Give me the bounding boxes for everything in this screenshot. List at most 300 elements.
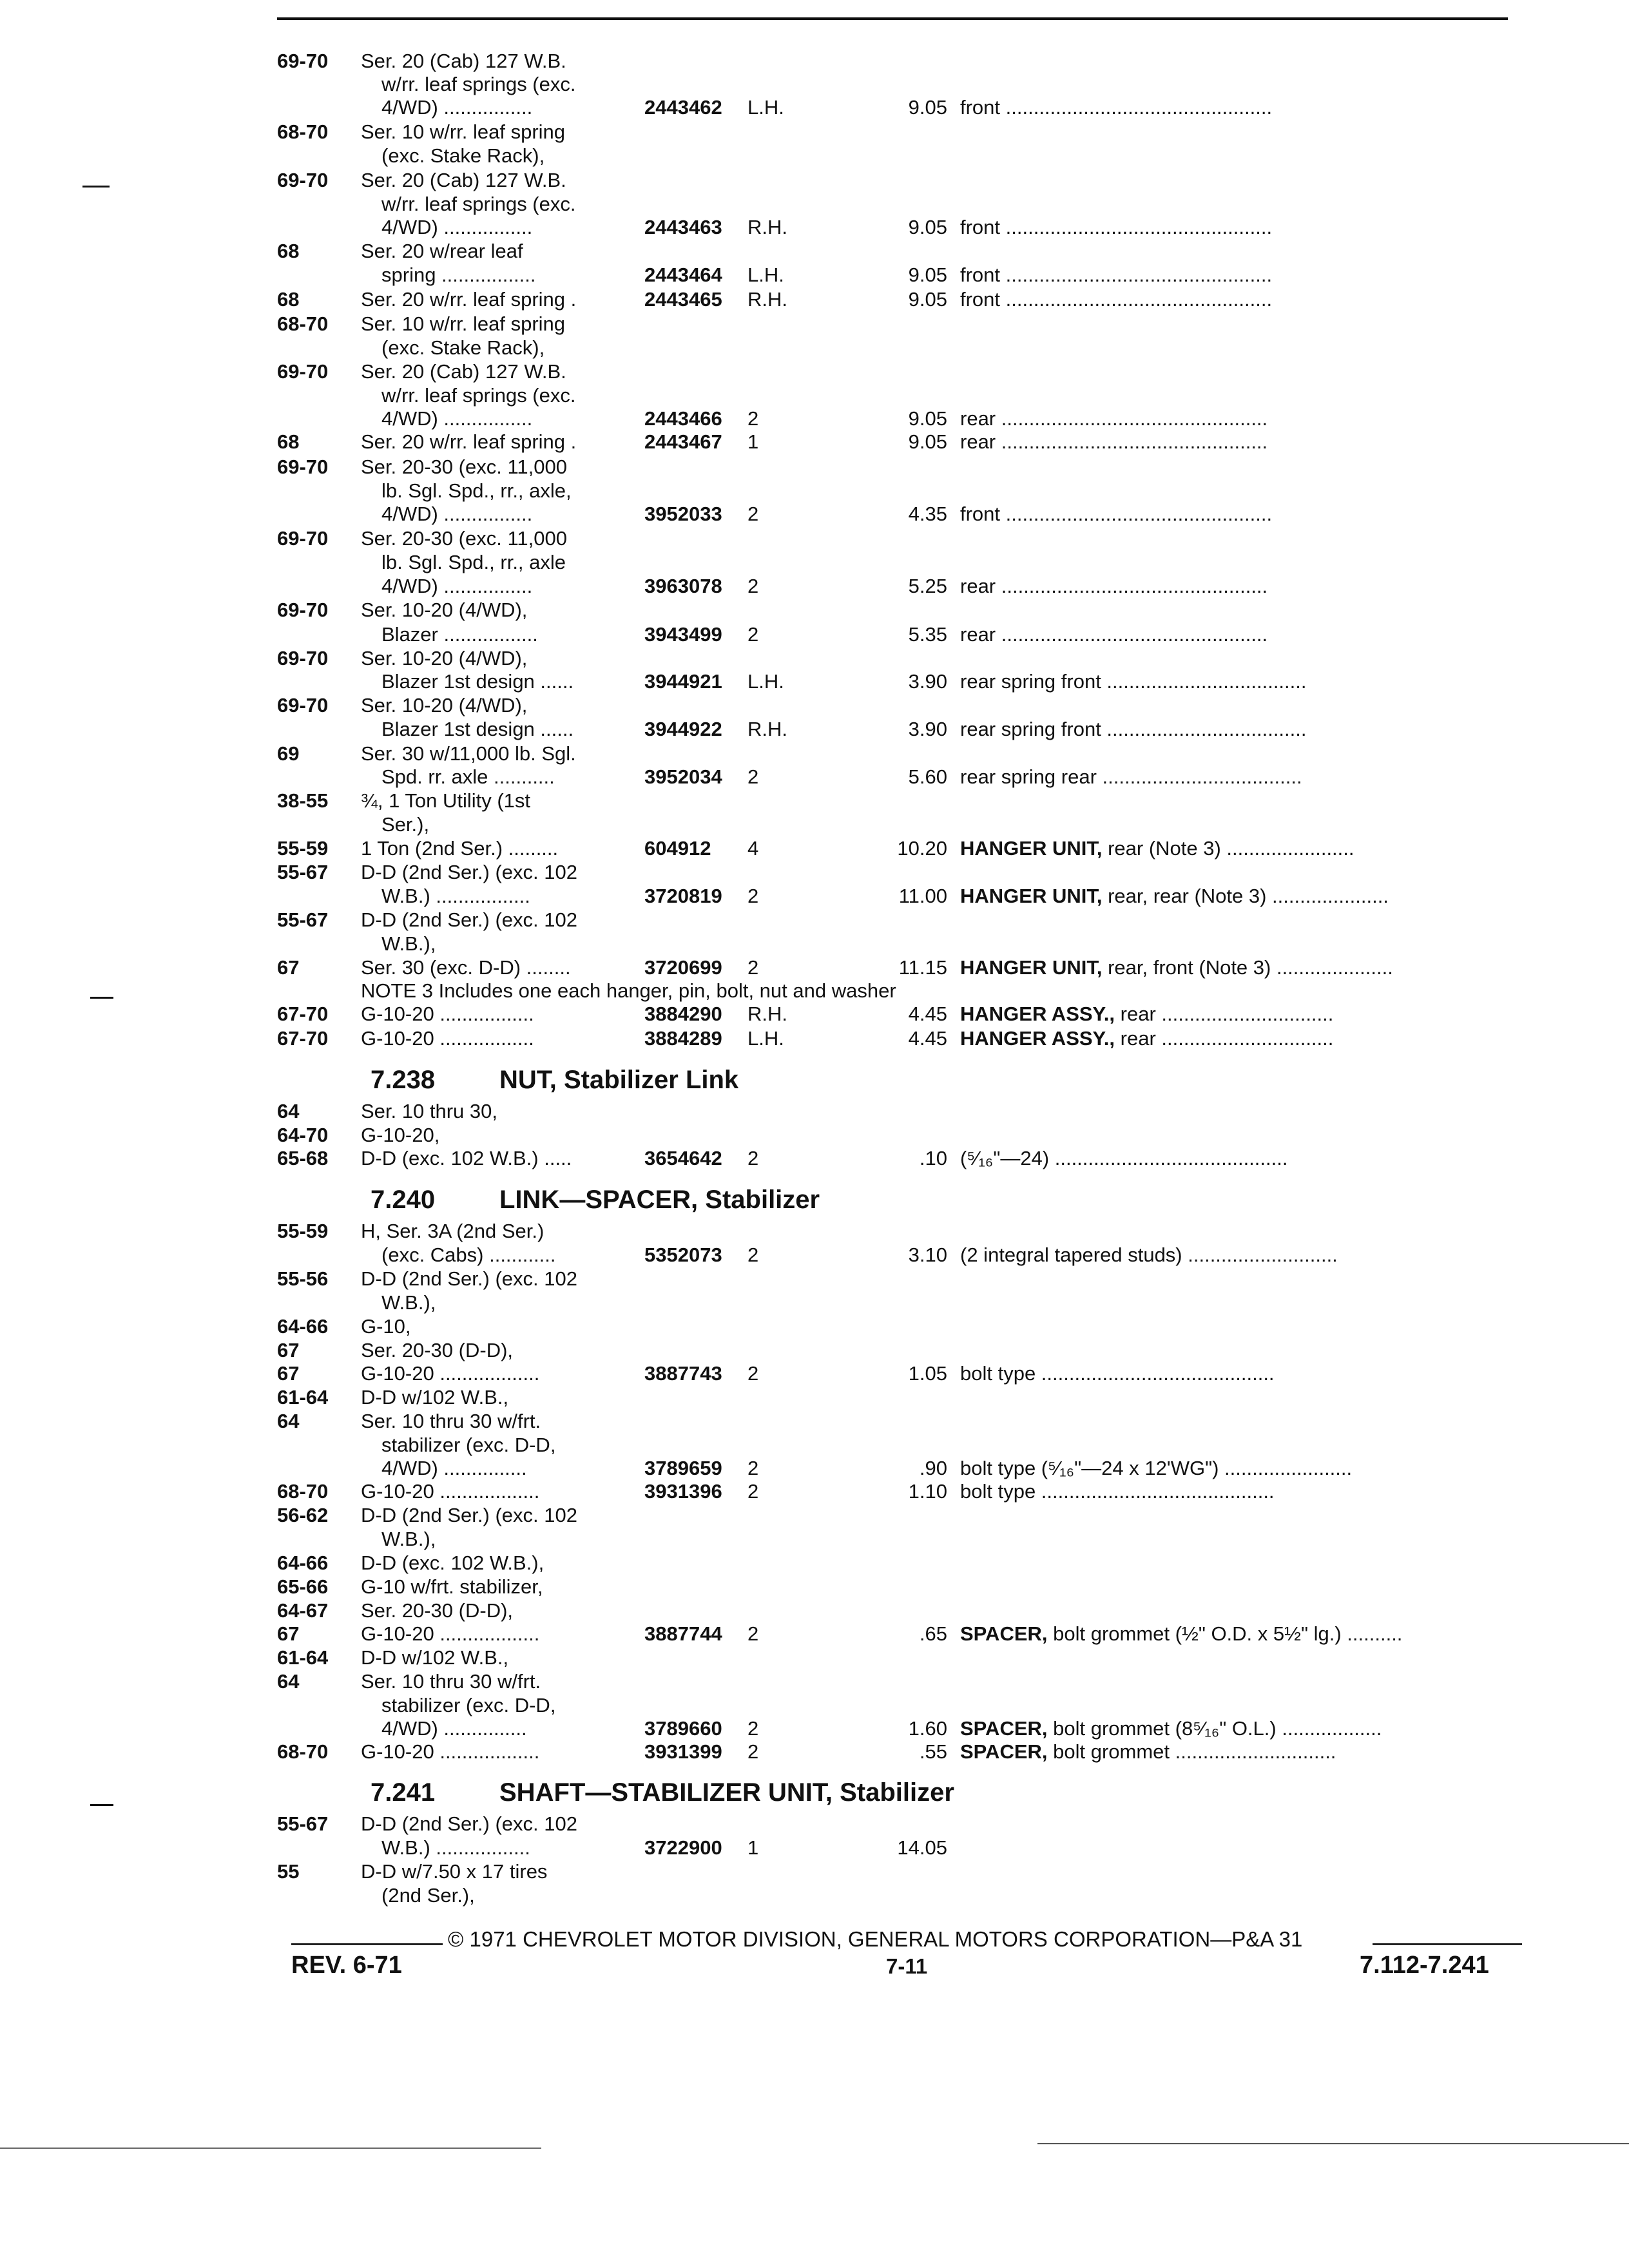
remark <box>960 287 1272 312</box>
model-years: 68 <box>277 288 300 311</box>
parts-row <box>0 429 1629 455</box>
list-price: 3.10 <box>908 1244 947 1266</box>
section-title: LINK—SPACER, Stabilizer <box>499 1186 820 1214</box>
quantity: L.H. <box>747 264 784 286</box>
list-price: 1.05 <box>908 1362 947 1385</box>
application-description: W.B.), <box>381 1528 436 1550</box>
bottom-rule-left <box>0 2148 541 2149</box>
application-description: lb. Sgl. Spd., rr., axle, <box>381 479 572 502</box>
remark <box>960 764 1302 790</box>
model-years: 67 <box>277 956 300 979</box>
part-number: 3887743 <box>644 1362 722 1385</box>
model-years: 67-70 <box>277 1027 329 1050</box>
model-years: 69-70 <box>277 50 329 72</box>
remark-text: rear (Note 3) ....................... <box>1108 837 1354 860</box>
model-years: 68-70 <box>277 1740 329 1763</box>
parts-row <box>0 1218 1629 1244</box>
application-description: spring ................. <box>381 264 536 286</box>
list-price: .10 <box>919 1147 947 1169</box>
parts-row <box>0 1146 1629 1171</box>
remark-text: rear spring rear .................................... <box>960 765 1302 788</box>
application-description: G-10-20 ................. <box>361 1003 534 1025</box>
remark-text: (2 integral tapered studs) ........................... <box>960 1244 1338 1266</box>
list-price: 5.25 <box>908 575 947 597</box>
application-description: D-D w/102 W.B., <box>361 1646 509 1669</box>
quantity: 2 <box>747 956 759 979</box>
parts-row <box>0 836 1629 861</box>
parts-row <box>0 238 1629 264</box>
footer-rule-right <box>1373 1943 1522 1945</box>
quantity: 2 <box>747 1362 759 1385</box>
application-description: Ser. 10-20 (4/WD), <box>361 599 528 621</box>
application-description: (exc. Stake Rack), <box>381 336 545 359</box>
parts-row <box>0 1669 1629 1695</box>
remark <box>960 429 1268 455</box>
application-description: w/rr. leaf springs (exc. <box>381 73 576 95</box>
part-number: 5352073 <box>644 1244 722 1266</box>
margin-mark <box>90 997 113 999</box>
remark <box>960 1001 1333 1027</box>
parts-row <box>0 1432 1629 1458</box>
parts-row <box>0 1314 1629 1340</box>
parts-row <box>0 597 1629 623</box>
model-years: 67 <box>277 1339 300 1361</box>
quantity: 2 <box>747 1457 759 1479</box>
list-price: 9.05 <box>908 96 947 119</box>
application-description: Blazer 1st design ...... <box>381 670 574 693</box>
section-number: 7.240 <box>371 1186 436 1214</box>
model-years: 38-55 <box>277 789 329 812</box>
parts-row <box>0 48 1629 74</box>
parts-row <box>0 1099 1629 1124</box>
remark <box>960 1361 1275 1387</box>
model-years: 68-70 <box>277 120 329 143</box>
part-number: 3720699 <box>644 956 722 979</box>
parts-row <box>0 119 1629 145</box>
list-price: 4.45 <box>908 1027 947 1050</box>
model-years: 67 <box>277 1362 300 1385</box>
part-number: 2443463 <box>644 216 722 238</box>
remark-text: front ................................................ <box>960 216 1273 238</box>
parts-row <box>0 788 1629 814</box>
footer-copyright: © 1971 CHEVROLET MOTOR DIVISION, GENERAL MOTORS CORPORATION—P&A 31 <box>448 1927 1303 1951</box>
remark-text: front ................................................ <box>960 503 1273 525</box>
parts-row <box>0 646 1629 671</box>
model-years: 55-59 <box>277 1220 329 1242</box>
remark-text: bolt grommet ............................. <box>1053 1740 1336 1763</box>
section-title: NUT, Stabilizer Link <box>499 1066 739 1094</box>
parts-row <box>0 978 1629 1004</box>
model-years: 61-64 <box>277 1646 329 1669</box>
list-price: 9.05 <box>908 216 947 238</box>
application-description: Ser. 20-30 (D-D), <box>361 1339 514 1361</box>
remark <box>960 1146 1287 1171</box>
part-number: 3789660 <box>644 1717 722 1740</box>
application-description: 4/WD) ................ <box>381 407 533 430</box>
margin-mark <box>90 1804 113 1806</box>
application-description: Ser. 10 w/rr. leaf spring <box>361 312 566 335</box>
quantity: L.H. <box>747 96 784 119</box>
parts-row <box>0 262 1629 288</box>
remark <box>960 836 1354 861</box>
quantity: 2 <box>747 765 759 788</box>
list-price: 4.35 <box>908 503 947 525</box>
remark-text: rear, rear (Note 3) ..................... <box>1108 885 1389 907</box>
remark-text: rear ................................................ <box>960 407 1268 430</box>
application-description: D-D (exc. 102 W.B.) ..... <box>361 1147 572 1169</box>
remark <box>960 1026 1333 1052</box>
remark-text: bolt type (⁵⁄₁₆"—24 x 12'WG") ....................... <box>960 1457 1353 1479</box>
application-description: W.B.) ................. <box>381 1836 530 1859</box>
model-years: 61-64 <box>277 1386 329 1408</box>
parts-row <box>0 526 1629 552</box>
parts-row <box>0 1001 1629 1027</box>
application-description: (exc. Cabs) ............ <box>381 1244 556 1266</box>
part-number: 3944921 <box>644 670 722 693</box>
remark <box>960 501 1272 527</box>
remark <box>960 1242 1338 1268</box>
part-number: 3931399 <box>644 1740 722 1763</box>
list-price: .65 <box>919 1622 947 1645</box>
quantity: 2 <box>747 623 759 646</box>
part-number: 2443465 <box>644 288 722 311</box>
part-number: 604912 <box>644 837 711 860</box>
parts-row <box>0 955 1629 981</box>
application-description: Ser. 20-30 (D-D), <box>361 1599 514 1622</box>
parts-row <box>0 72 1629 97</box>
remark-text: front ................................................ <box>960 96 1273 119</box>
quantity: 4 <box>747 837 759 860</box>
margin-mark <box>82 186 110 187</box>
application-description: Ser. 20-30 (exc. 11,000 <box>361 456 567 478</box>
part-number: 3720819 <box>644 885 722 907</box>
parts-row <box>0 931 1629 957</box>
part-number: 3789659 <box>644 1457 722 1479</box>
parts-row <box>0 215 1629 240</box>
application-description: (2nd Ser.), <box>381 1884 475 1907</box>
remark-text: bolt grommet (½" O.D. x 5½" lg.) .......... <box>1053 1622 1403 1645</box>
remark-item-name: SPACER, <box>960 1717 1048 1740</box>
quantity: 2 <box>747 1244 759 1266</box>
list-price: 5.35 <box>908 623 947 646</box>
list-price: 10.20 <box>897 837 947 860</box>
parts-row <box>0 335 1629 361</box>
remark <box>960 1479 1275 1504</box>
list-price: 11.00 <box>898 885 947 907</box>
bottom-rule-right <box>1037 2143 1629 2144</box>
quantity: 1 <box>747 430 759 453</box>
list-price: 9.05 <box>908 407 947 430</box>
model-years: 64 <box>277 1100 300 1122</box>
top-rule <box>277 17 1508 20</box>
remark-text: bolt type .......................................... <box>960 1480 1275 1503</box>
remark <box>960 95 1272 120</box>
application-description: 4/WD) ............... <box>381 1457 527 1479</box>
section-title: SHAFT—STABILIZER UNIT, Stabilizer <box>499 1778 954 1807</box>
application-description: D-D (2nd Ser.) (exc. 102 <box>361 908 577 931</box>
remark <box>960 1621 1402 1647</box>
parts-row <box>0 1645 1629 1671</box>
part-number: 3963078 <box>644 575 722 597</box>
parts-row <box>0 1883 1629 1908</box>
model-years: 69-70 <box>277 360 329 383</box>
footer-section-range: 7.112-7.241 <box>1360 1952 1489 1979</box>
remark <box>960 883 1389 909</box>
model-years: 67 <box>277 1622 300 1645</box>
application-description: G-10-20 .................. <box>361 1740 540 1763</box>
application-description: W.B.), <box>381 932 436 955</box>
remark-item-name: HANGER UNIT, <box>960 956 1103 979</box>
parts-row <box>0 1621 1629 1647</box>
remark-text: rear ............................... <box>1120 1003 1334 1025</box>
part-number: 2443464 <box>644 264 722 286</box>
parts-row <box>0 1266 1629 1292</box>
remark <box>960 955 1393 981</box>
parts-row <box>0 716 1629 742</box>
parts-row <box>0 812 1629 838</box>
application-description: Ser. 10 w/rr. leaf spring <box>361 120 566 143</box>
application-description: D-D w/102 W.B., <box>361 1386 509 1408</box>
parts-row <box>0 1408 1629 1434</box>
model-years: 55-67 <box>277 908 329 931</box>
application-description: 1 Ton (2nd Ser.) ......... <box>361 837 559 860</box>
remark <box>960 622 1268 648</box>
parts-row <box>0 311 1629 337</box>
application-description: w/rr. leaf springs (exc. <box>381 384 576 407</box>
part-number: 3884290 <box>644 1003 722 1025</box>
parts-row <box>0 622 1629 648</box>
section-number: 7.241 <box>371 1778 436 1807</box>
remark-text: rear, front (Note 3) ..................... <box>1108 956 1393 979</box>
remark-text: front ................................................ <box>960 264 1273 286</box>
model-years: 69-70 <box>277 599 329 621</box>
application-description: Ser. 10-20 (4/WD), <box>361 694 528 716</box>
part-number: 3943499 <box>644 623 722 646</box>
application-description: Blazer 1st design ...... <box>381 718 574 740</box>
part-number: 3884289 <box>644 1027 722 1050</box>
parts-row <box>0 764 1629 790</box>
application-description: G-10-20 .................. <box>361 1362 540 1385</box>
parts-row <box>0 1739 1629 1765</box>
parts-row <box>0 1122 1629 1148</box>
list-price: 3.90 <box>908 670 947 693</box>
model-years: 56-62 <box>277 1504 329 1526</box>
model-years: 64-66 <box>277 1315 329 1338</box>
part-number: 3952034 <box>644 765 722 788</box>
parts-row <box>0 550 1629 575</box>
application-description: lb. Sgl. Spd., rr., axle <box>381 551 566 573</box>
footer-page-number: 7-11 <box>886 1954 928 1978</box>
quantity: L.H. <box>747 670 784 693</box>
remark-text: rear ............................... <box>1120 1027 1334 1050</box>
quantity: 1 <box>747 1836 759 1859</box>
list-price: 4.45 <box>908 1003 947 1025</box>
application-description: Spd. rr. axle ........... <box>381 765 555 788</box>
application-description: G-10-20 .................. <box>361 1622 540 1645</box>
application-description: D-D (2nd Ser.) (exc. 102 <box>361 1267 577 1290</box>
remark-text: rear spring front .................................... <box>960 718 1307 740</box>
list-price: 3.90 <box>908 718 947 740</box>
application-description: 4/WD) ................ <box>381 575 533 597</box>
parts-row <box>0 669 1629 695</box>
application-description: G-10 w/frt. stabilizer, <box>361 1575 543 1598</box>
quantity: 2 <box>747 1147 759 1169</box>
model-years: 69-70 <box>277 456 329 478</box>
parts-row <box>0 1456 1629 1481</box>
quantity: 2 <box>747 1740 759 1763</box>
list-price: 9.05 <box>908 288 947 311</box>
remark-text: rear spring front .................................... <box>960 670 1307 693</box>
part-number: 3931396 <box>644 1480 722 1503</box>
quantity: 2 <box>747 1480 759 1503</box>
parts-row <box>0 1716 1629 1742</box>
remark <box>960 716 1307 742</box>
list-price: .90 <box>919 1457 947 1479</box>
remark <box>960 406 1268 432</box>
model-years: 64 <box>277 1670 300 1693</box>
parts-row <box>0 95 1629 120</box>
remark-text: rear ................................................ <box>960 623 1268 646</box>
part-number: 3944922 <box>644 718 722 740</box>
application-description: D-D (2nd Ser.) (exc. 102 <box>361 1504 577 1526</box>
application-description: H, Ser. 3A (2nd Ser.) <box>361 1220 545 1242</box>
section-heading-7-241 <box>0 1777 1629 1808</box>
application-description: stabilizer (exc. D-D, <box>381 1434 556 1456</box>
model-years: 64-67 <box>277 1599 329 1622</box>
remark-text: rear ................................................ <box>960 575 1268 597</box>
list-price: 9.05 <box>908 264 947 286</box>
parts-row <box>0 1503 1629 1528</box>
part-number: 2443466 <box>644 407 722 430</box>
list-price: 5.60 <box>908 765 947 788</box>
parts-row <box>0 478 1629 504</box>
application-description: ¾, 1 Ton Utility (1st <box>361 789 531 812</box>
application-description: Ser. 10 thru 30 w/frt. <box>361 1410 541 1432</box>
quantity: L.H. <box>747 1027 784 1050</box>
application-description: Ser. 30 (exc. D-D) ........ <box>361 956 571 979</box>
parts-row <box>0 741 1629 767</box>
application-description: NOTE 3 Includes one each hanger, pin, bolt, nut and washer <box>361 979 896 1002</box>
quantity: R.H. <box>747 216 787 238</box>
quantity: 2 <box>747 1717 759 1740</box>
parts-row <box>0 383 1629 408</box>
application-description: Ser. 20 w/rear leaf <box>361 240 523 262</box>
application-description: Ser. 20 (Cab) 127 W.B. <box>361 169 566 191</box>
parts-row <box>0 1361 1629 1387</box>
application-description: 4/WD) ................ <box>381 216 533 238</box>
part-number: 2443462 <box>644 96 722 119</box>
model-years: 69-70 <box>277 647 329 669</box>
part-number: 3722900 <box>644 1836 722 1859</box>
application-description: D-D (2nd Ser.) (exc. 102 <box>361 1812 577 1835</box>
parts-row <box>0 1550 1629 1576</box>
quantity: R.H. <box>747 288 787 311</box>
quantity: 2 <box>747 407 759 430</box>
remark-item-name: HANGER UNIT, <box>960 837 1103 860</box>
section-number: 7.238 <box>371 1066 436 1094</box>
parts-row <box>0 883 1629 909</box>
application-description: Ser. 10 thru 30, <box>361 1100 497 1122</box>
model-years: 55-56 <box>277 1267 329 1290</box>
model-years: 55 <box>277 1860 300 1883</box>
quantity: R.H. <box>747 718 787 740</box>
part-number: 2443467 <box>644 430 722 453</box>
model-years: 55-67 <box>277 1812 329 1835</box>
application-description: Ser.), <box>381 813 430 836</box>
remark-text: front ................................................ <box>960 288 1273 311</box>
application-description: Ser. 10 thru 30 w/frt. <box>361 1670 541 1693</box>
quantity: 2 <box>747 503 759 525</box>
application-description: D-D (2nd Ser.) (exc. 102 <box>361 861 577 883</box>
model-years: 64 <box>277 1410 300 1432</box>
application-description: Ser. 20 w/rr. leaf spring . <box>361 430 577 453</box>
remark-item-name: SPACER, <box>960 1622 1048 1645</box>
model-years: 64-70 <box>277 1124 329 1146</box>
parts-row <box>0 143 1629 169</box>
parts-row <box>0 1811 1629 1837</box>
remark-text: (⁵⁄₁₆"—24) .......................................... <box>960 1147 1288 1169</box>
parts-row <box>0 287 1629 312</box>
application-description: w/rr. leaf springs (exc. <box>381 193 576 215</box>
list-price: 1.10 <box>908 1480 947 1503</box>
application-description: Ser. 20 (Cab) 127 W.B. <box>361 50 566 72</box>
part-number: 3952033 <box>644 503 722 525</box>
section-heading-7-240 <box>0 1184 1629 1215</box>
application-description: Ser. 20-30 (exc. 11,000 <box>361 527 567 550</box>
model-years: 64-66 <box>277 1552 329 1574</box>
application-description: Ser. 30 w/11,000 lb. Sgl. <box>361 742 576 765</box>
remark <box>960 215 1272 240</box>
parts-row <box>0 1598 1629 1624</box>
remark <box>960 1456 1352 1481</box>
application-description: D-D w/7.50 x 17 tires <box>361 1860 548 1883</box>
model-years: 69 <box>277 742 300 765</box>
application-description: stabilizer (exc. D-D, <box>381 1694 556 1716</box>
parts-row <box>0 501 1629 527</box>
application-description: (exc. Stake Rack), <box>381 144 545 167</box>
model-years: 55-59 <box>277 837 329 860</box>
list-price: 14.05 <box>897 1836 947 1859</box>
remark <box>960 1716 1382 1742</box>
quantity: R.H. <box>747 1003 787 1025</box>
parts-row <box>0 1526 1629 1552</box>
parts-row <box>0 573 1629 599</box>
remark <box>960 573 1268 599</box>
model-years: 69-70 <box>277 169 329 191</box>
application-description: 4/WD) ................ <box>381 503 533 525</box>
application-description: W.B.), <box>381 1291 436 1314</box>
parts-row <box>0 1290 1629 1316</box>
application-description: 4/WD) ............... <box>381 1717 527 1740</box>
footer-rule-left <box>291 1943 443 1945</box>
quantity: 2 <box>747 575 759 597</box>
part-number: 3887744 <box>644 1622 722 1645</box>
list-price: .55 <box>919 1740 947 1763</box>
application-description: Ser. 10-20 (4/WD), <box>361 647 528 669</box>
quantity: 2 <box>747 1622 759 1645</box>
application-description: Ser. 20 (Cab) 127 W.B. <box>361 360 566 383</box>
list-price: 9.05 <box>908 430 947 453</box>
remark-item-name: HANGER UNIT, <box>960 885 1103 907</box>
model-years: 65-68 <box>277 1147 329 1169</box>
parts-row <box>0 359 1629 385</box>
model-years: 67-70 <box>277 1003 329 1025</box>
model-years: 65-66 <box>277 1575 329 1598</box>
remark <box>960 262 1272 288</box>
model-years: 68 <box>277 430 300 453</box>
application-description: G-10-20 .................. <box>361 1480 540 1503</box>
parts-row <box>0 406 1629 432</box>
